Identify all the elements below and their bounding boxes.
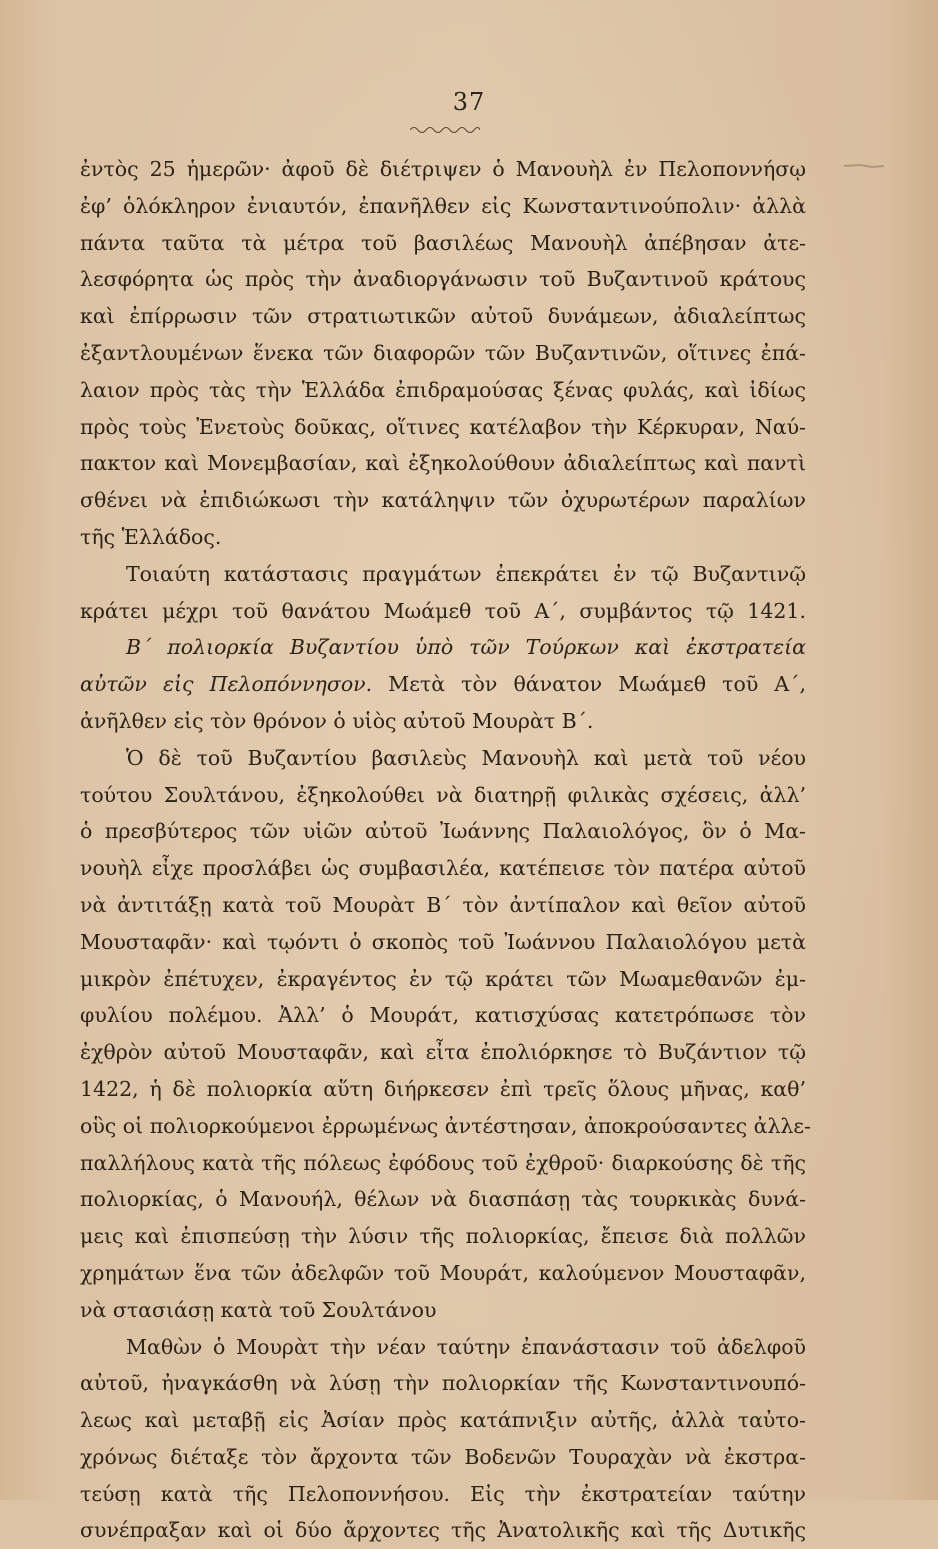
text-line: Τοιαύτη κατάστασις πραγμάτων ἐπεκράτει ἐν τῷ Βυζαντινῷ [126,561,806,586]
text-line: ἐξαντλουμένων ἕνεκα τῶν διαφορῶν τῶν Βυζαντινῶν, οἵτινες ἐπά- [80,340,806,365]
text-line: πρὸς τοὺς Ἐνετοὺς δοῦκας, οἵτινες κατέλαβον τὴν Κέρκυραν, Ναύ- [80,414,806,439]
text-line: αὐτοῦ, ἠναγκάσθη νὰ λύσῃ τὴν πολιορκίαν τῆς Κωνσταντινουπό- [80,1371,806,1396]
text-line: ἐφ’ ὁλόκληρον ἐνιαυτόν, ἐπανῆλθεν εἰς Κωνσταντινούπολιν· ἀλλὰ [80,193,806,218]
text-line: νὰ ἀντιτάξῃ κατὰ τοῦ Μουρὰτ Β΄ τὸν ἀντίπαλον καὶ θεῖον αὐτοῦ [80,892,806,917]
text-line: ἐντὸς 25 ἡμερῶν· ἀφοῦ δὲ διέτριψεν ὁ Μανουὴλ ἐν Πελοποννήσῳ [80,157,806,181]
text-line-mixed: αὐτῶν εἰς Πελοπόννησον. Μετὰ τὸν θάνατον Μωάμεθ τοῦ Α΄, [80,672,806,697]
text-line: τῆς Ἑλλάδος. [80,524,222,549]
text-line: τούτου Σουλτάνου, ἐξηκολούθει νὰ διατηρῇ φιλικὰς σχέσεις, ἀλλ’ [80,782,806,807]
text-line: κράτει μέχρι τοῦ θανάτου Μωάμεθ τοῦ Α΄, συμβάντος τῷ 1421. [80,598,806,623]
text-line: συνέπραξαν καὶ οἱ δύο ἄρχοντες τῆς Ἀνατολικῆς καὶ τῆς Δυτικῆς [80,1518,806,1543]
text-line: νουὴλ εἶχε προσλάβει ὡς συμβασιλέα, κατέπεισε τὸν πατέρα αὐτοῦ [80,856,806,881]
page-number: 37 [452,88,486,116]
text-line: χρημάτων ἕνα τῶν ἀδελφῶν τοῦ Μουράτ, καλούμενον Μουσταφᾶν, [80,1260,806,1285]
ink-speck [842,160,886,174]
text-line: Μαθὼν ὁ Μουρὰτ τὴν νέαν ταύτην ἐπανάστασιν τοῦ ἀδελφοῦ [126,1334,806,1359]
text-line: χρόνως διέταξε τὸν ἄρχοντα τῶν Βοδενῶν Τουραχὰν νὰ ἐκστρα- [80,1444,806,1469]
text-line: πάντα ταῦτα τὰ μέτρα τοῦ βασιλέως Μανουὴλ ἀπέβησαν ἀτε- [80,230,806,255]
text-line: 1422, ἡ δὲ πολιορκία αὕτη διήρκεσεν ἐπὶ τρεῖς ὅλους μῆνας, καθ’ [80,1076,806,1101]
text-line: λεως καὶ μεταβῇ εἰς Ἀσίαν πρὸς κατάπνιξιν αὐτῆς, ἀλλὰ ταὐτο- [80,1408,806,1433]
text-line: καὶ ἐπίρρωσιν τῶν στρατιωτικῶν αὐτοῦ δυνάμεων, ἀδιαλείπτως [80,304,806,329]
section-heading-tail: αὐτῶν εἰς Πελοπόννησον. [80,672,373,697]
text-line: Μουσταφᾶν· καὶ τῳόντι ὁ σκοπὸς τοῦ Ἰωάννου Παλαιολόγου μετὰ [80,929,806,954]
text-line: νὰ στασιάσῃ κατὰ τοῦ Σουλτάνου [80,1297,437,1322]
text-line: λαιον πρὸς τὰς τὴν Ἑλλάδα ἐπιδραμούσας ξένας φυλάς, καὶ ἰδίως [80,377,806,402]
section-heading: Β΄ πολιορκία Βυζαντίου ὑπὸ τῶν Τούρκων καὶ ἐκστρατεία [126,635,806,660]
ornament-wave-icon [410,124,480,134]
text-line: φυλίου πολέμου. Ἀλλ’ ὁ Μουράτ, κατισχύσας κατετρόπωσε τὸν [80,1003,806,1028]
text-line: τεύσῃ κατὰ τῆς Πελοποννήσου. Εἰς τὴν ἐκστρατείαν ταύτην [80,1481,806,1506]
text-line: πολιορκίας, ὁ Μανουήλ, θέλων νὰ διασπάσῃ τὰς τουρκικὰς δυνά- [80,1187,806,1212]
text-line: λεσφόρητα ὡς πρὸς τὴν ἀναδιοργάνωσιν τοῦ Βυζαντινοῦ κράτους [80,267,806,292]
text-line: παλλήλους κατὰ τῆς πόλεως ἐφόδους τοῦ ἐχθροῦ· διαρκούσης δὲ τῆς [80,1150,806,1175]
text-line: ὁ πρεσβύτερος τῶν υἱῶν αὐτοῦ Ἰωάννης Παλαιολόγος, ὃν ὁ Μα- [80,819,806,844]
text-line: σθένει νὰ ἐπιδιώκωσι τὴν κατάληψιν τῶν ὀχυρωτέρων παραλίων [80,488,806,513]
text-line: ἐχθρὸν αὐτοῦ Μουσταφᾶν, καὶ εἶτα ἐπολιόρκησε τὸ Βυζάντιον τῷ [80,1040,806,1065]
text-line: πακτον καὶ Μονεμβασίαν, καὶ ἐξηκολούθουν ἀδιαλείπτως καὶ παντὶ [80,451,806,476]
text-line: οὓς οἱ πολιορκούμενοι ἐρρωμένως ἀντέστησαν, ἀποκρούσαντες ἀλλε- [80,1113,811,1138]
text-line: Ὁ δὲ τοῦ Βυζαντίου βασιλεὺς Μανουὴλ καὶ μετὰ τοῦ νέου [126,745,806,770]
body-text [80,151,811,1549]
text-line: μικρὸν ἐπέτυχεν, ἐκραγέντος ἐν τῷ κράτει τῶν Μωαμεθανῶν ἐμ- [80,966,806,991]
text-line: μεις καὶ ἐπισπεύσῃ τὴν λύσιν τῆς πολιορκίας, ἔπεισε διὰ πολλῶν [80,1224,806,1249]
text-line: ἀνῆλθεν εἰς τὸν θρόνον ὁ υἱὸς αὐτοῦ Μουρὰτ Β΄. [80,708,594,733]
